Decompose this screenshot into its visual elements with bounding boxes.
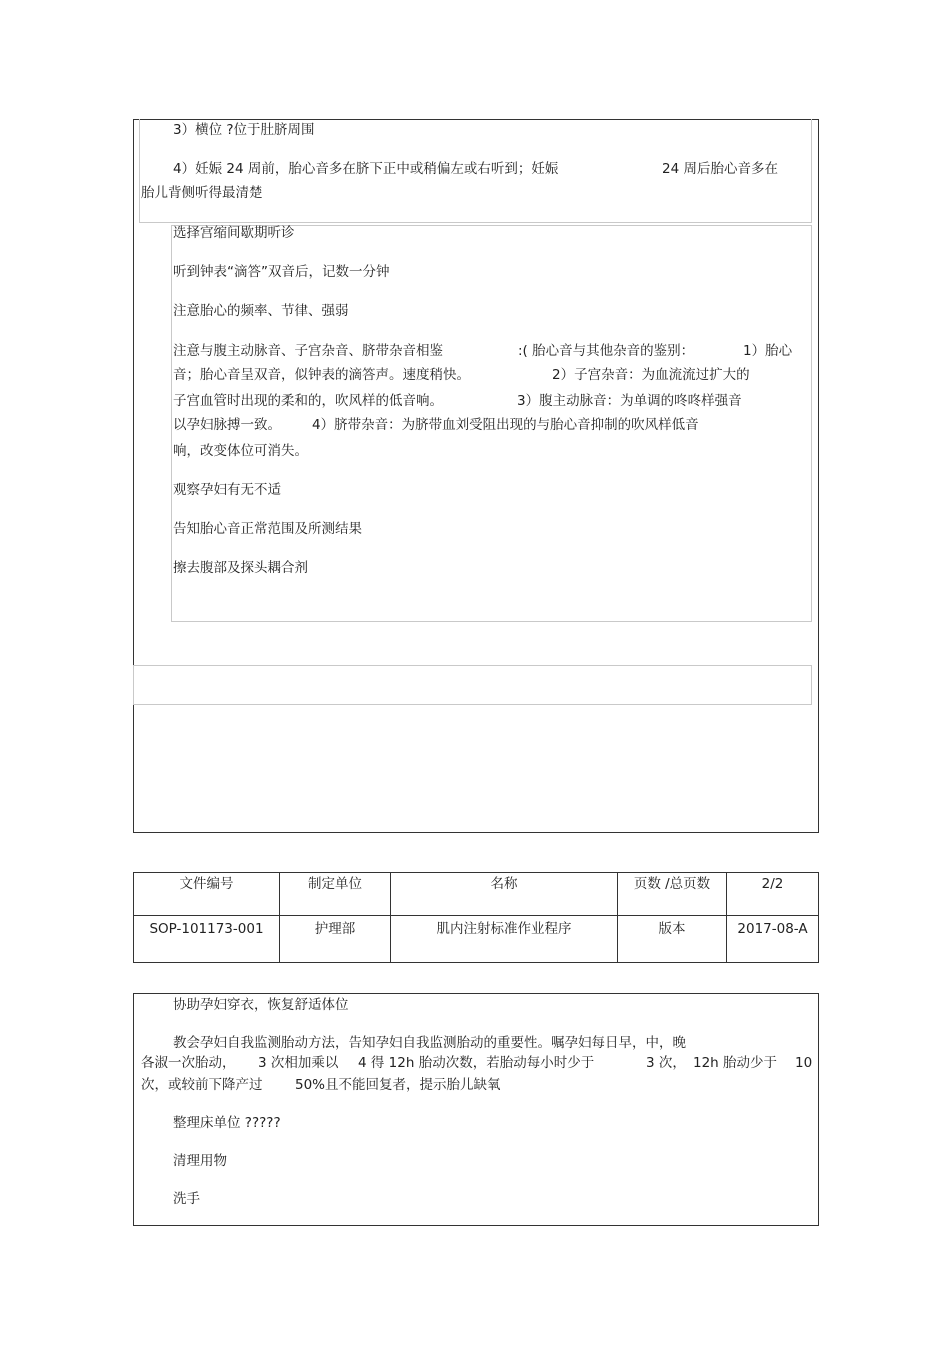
step-tidy-bed: 整理床单位 ????? bbox=[173, 1115, 281, 1131]
step-wash-hands: 洗手 bbox=[173, 1191, 200, 1207]
fetal-movement-line2-b: 3 次相加乘以 bbox=[258, 1055, 339, 1071]
step-differentiate-1: 1）胎心 bbox=[743, 343, 793, 359]
step-inform-result: 告知胎心音正常范围及所测结果 bbox=[173, 521, 362, 537]
fetal-movement-line3-a: 次，或较前下降产过 bbox=[141, 1077, 263, 1093]
step-differentiate-line3: 子宫血管时出现的柔和的，吹风样的低音响。 bbox=[173, 393, 443, 409]
step-differentiate-line2: 音；胎心音呈双音，似钟表的滴答声。速度稍快。 bbox=[173, 367, 470, 383]
fetal-movement-line3-b: 50%且不能回复者，提示胎儿缺氧 bbox=[295, 1077, 501, 1093]
fetal-heart-location-line-end: 胎儿背侧听得最清楚 bbox=[141, 185, 263, 201]
step-differentiate-4: 4）脐带杂音：为脐带血刘受阻出现的与胎心音抑制的吹风样低音 bbox=[312, 417, 699, 433]
step-differentiate-line5: 响，改变体位可消失。 bbox=[173, 443, 308, 459]
version-label: 版本 bbox=[618, 916, 727, 963]
fetal-movement-line2-f: 10 bbox=[795, 1055, 813, 1071]
version-value: 2017-08-A bbox=[727, 916, 819, 963]
step-differentiate-3: 3）腹主动脉音：为单调的咚咚样强音 bbox=[517, 393, 742, 409]
step-observe-rate: 注意胎心的频率、节律、强弱 bbox=[173, 303, 349, 319]
step-differentiate: 注意与腹主动脉音、子宫杂音、脐带杂音相鉴 bbox=[173, 343, 443, 359]
document-meta-table bbox=[133, 872, 819, 963]
issuing-unit-value: 护理部 bbox=[280, 916, 391, 963]
empty-row-box bbox=[133, 665, 812, 705]
step-clean-supplies: 清理用物 bbox=[173, 1153, 227, 1169]
step-count-minute: 听到钟表“滴答”双音后，记数一分钟 bbox=[173, 264, 390, 280]
title-value: 肌内注射标准作业程序 bbox=[391, 916, 618, 963]
meta-value-row bbox=[134, 916, 819, 963]
meta-header-row bbox=[134, 873, 819, 916]
fetal-movement-line2-c: 4 得 12h 胎动次数，若胎动每小时少于 bbox=[358, 1055, 595, 1071]
fetal-heart-location-line-cont: 24 周后胎心音多在 bbox=[662, 161, 778, 177]
fetal-movement-line2-a: 各淑一次胎动， bbox=[141, 1055, 236, 1071]
procedure-frame-bottom bbox=[133, 993, 819, 1226]
header-issuing-unit: 制定单位 bbox=[280, 873, 391, 916]
step-differentiate-line4: 以孕妇脉搏一致。 bbox=[173, 417, 281, 433]
header-doc-number: 文件编号 bbox=[134, 873, 280, 916]
fetal-heart-location-line: 4）妊娠 24 周前，胎心音多在脐下正中或稍偏左或右听到；妊娠 bbox=[173, 161, 559, 177]
step-observe-discomfort: 观察孕妇有无不适 bbox=[173, 482, 281, 498]
fetal-movement-line2-e: 12h 胎动少于 bbox=[693, 1055, 778, 1071]
step-teach-fetal-movement: 教会孕妇自我监测胎动方法，告知孕妇自我监测胎动的重要性。嘱孕妇每日早，中，晚 bbox=[173, 1035, 686, 1051]
header-title: 名称 bbox=[391, 873, 618, 916]
doc-number-value: SOP-101173-001 bbox=[134, 916, 280, 963]
step-wipe-gel: 擦去腹部及探头耦合剂 bbox=[173, 560, 308, 576]
page-count-value: 2/2 bbox=[727, 873, 819, 916]
step-differentiate-note: :( 胎心音与其他杂音的鉴别： bbox=[518, 343, 695, 359]
fetal-movement-line2-d: 3 次， bbox=[646, 1055, 686, 1071]
step-contraction-interval: 选择宫缩间歇期听诊 bbox=[173, 225, 295, 241]
header-page-count: 页数 /总页数 bbox=[618, 873, 727, 916]
fetal-position-line: 3）横位 ?位于肚脐周围 bbox=[173, 122, 315, 138]
step-dress-patient: 协助孕妇穿衣，恢复舒适体位 bbox=[173, 997, 349, 1013]
step-differentiate-2: 2）子宫杂音：为血流流过扩大的 bbox=[552, 367, 750, 383]
